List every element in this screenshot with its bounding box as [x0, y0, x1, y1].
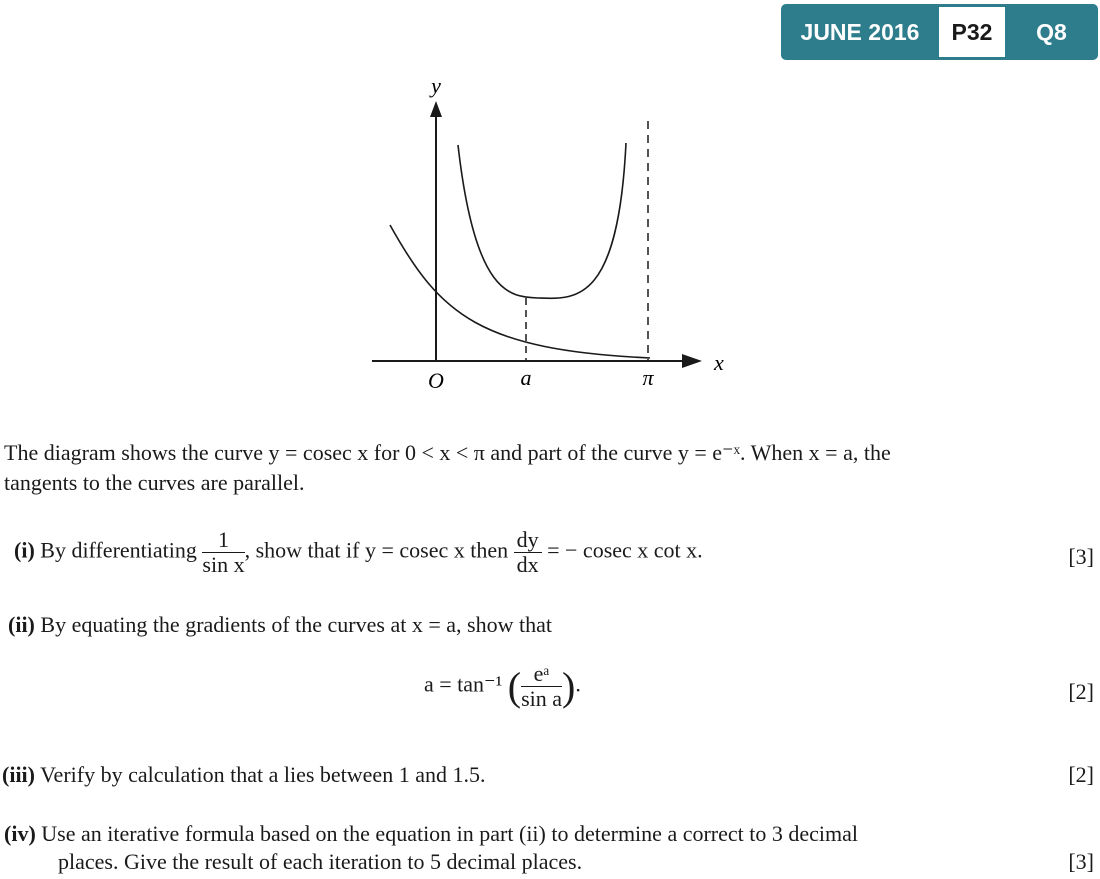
- part-i-after: = − cosec x cot x.: [547, 537, 703, 563]
- part-iii-text: Verify by calculation that a lies between 1 and 1.5.: [40, 762, 486, 787]
- part-ii-fraction-num: eᵃ: [521, 662, 562, 687]
- part-i-middle: , show that if y = cosec x then: [244, 537, 509, 563]
- badge-paper: P32: [939, 7, 1005, 57]
- part-ii-mark: [2]: [1068, 679, 1094, 704]
- x-axis-arrow: [682, 354, 702, 368]
- part-ii-eq-lhs: a = tan⁻¹: [424, 671, 503, 697]
- part-i-number: (i): [14, 537, 35, 563]
- part-i-derivative: [514, 528, 542, 577]
- a-label: a: [520, 365, 532, 390]
- right-paren: ): [562, 664, 576, 709]
- y-axis-arrow: [430, 101, 442, 117]
- part-iv: [4, 821, 858, 847]
- part-iii-mark: [2]: [1068, 762, 1094, 787]
- part-ii-text: By equating the gradients of the curves at x = a, show that: [40, 612, 552, 637]
- part-iv-mark: [3]: [1068, 849, 1094, 874]
- badge-date: JUNE 2016: [800, 18, 920, 45]
- part-ii-equation: a = tan⁻¹ ( $\frac{\text{eᵃ}}{\text{sin a}}$ ).: [424, 661, 581, 711]
- part-i-mark: [3]: [1068, 544, 1094, 569]
- part-iv-number: (iv): [4, 821, 36, 846]
- pi-label: π: [642, 365, 654, 390]
- part-i-fraction-num: 1: [202, 528, 244, 553]
- exam-badge: [781, 4, 1098, 60]
- intro-line-1: The diagram shows the curve y = cosec x for 0 < x < π and part of the curve y = e⁻ˣ. When x = a, the: [4, 440, 891, 465]
- part-i-dx: dx: [516, 552, 539, 577]
- cosec-curve: [458, 143, 626, 298]
- part-i-fraction-den: sin x: [202, 552, 245, 577]
- badge-question: Q8: [1036, 18, 1067, 45]
- left-paren: (: [507, 664, 522, 709]
- x-axis-label: x: [714, 350, 724, 375]
- part-iv-line-2: places. Give the result of each iteration to 5 decimal places.: [58, 849, 583, 874]
- part-ii-fraction-den: sin a: [521, 686, 563, 711]
- part-ii: [8, 612, 552, 638]
- origin-label: O: [428, 368, 444, 393]
- part-i: [14, 528, 703, 577]
- part-ii-number: (ii): [8, 612, 35, 637]
- part-i-before: By differentiating: [40, 537, 197, 563]
- part-ii-fraction: [521, 662, 562, 711]
- part-iv-line-1: Use an iterative formula based on the equation in part (ii) to determine a correct to 3 decimal: [41, 821, 859, 846]
- y-axis-label: y: [431, 73, 441, 98]
- intro-line-2: tangents to the curves are parallel.: [4, 470, 305, 495]
- part-i-dy: dy: [514, 528, 542, 553]
- curve-diagram: [360, 65, 760, 405]
- part-iii: [2, 762, 485, 788]
- part-i-fraction: [202, 528, 244, 577]
- part-iii-number: (iii): [2, 762, 35, 787]
